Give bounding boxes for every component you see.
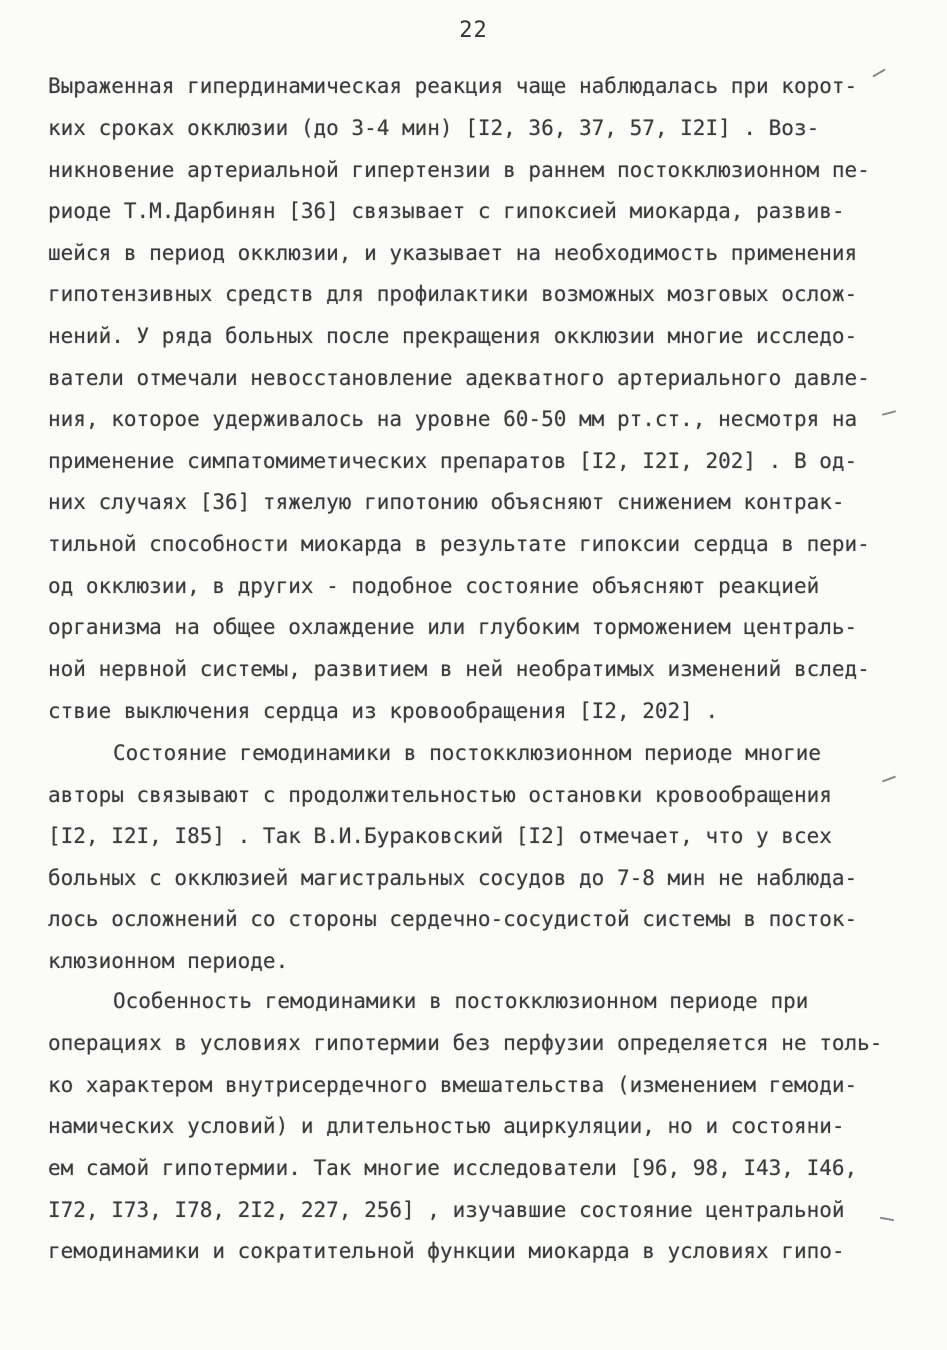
text-line: ко характером внутрисердечного вмешательства (изменением гемоди- — [48, 1073, 858, 1097]
text-line: ния, которое удерживалось на уровне 60-50 мм рт.ст., несмотря на — [48, 407, 858, 431]
text-line: нений. У ряда больных после прекращения окклюзии многие исследо- — [48, 324, 858, 348]
text-line: лось осложнений со стороны сердечно-сосудистой системы в посток- — [48, 907, 858, 931]
text-line: Выраженная гипердинамическая реакция чаще наблюдалась при корот- — [48, 74, 858, 98]
text-line: гипотензивных средств для профилактики возможных мозговых ослож- — [48, 282, 858, 306]
text-line: применение симпатомиметических препаратов [I2, I2I, 202] . В од- — [48, 449, 858, 473]
text-line: [I2, I2I, I85] . Так В.И.Бураковский [I2] отмечает, что у всех — [48, 824, 832, 848]
text-line: I72, I73, I78, 2I2, 227, 256] , изучавшие состояние центральной — [48, 1198, 845, 1222]
text-line: больных с окклюзией магистральных сосудов до 7-8 мин не наблюда- — [48, 866, 858, 890]
text-line: ствие выключения сердца из кровообращения [I2, 202] . — [48, 699, 719, 723]
text-line: авторы связывают с продолжительностью остановки кровообращения — [48, 783, 832, 807]
text-line: никновение артериальной гипертензии в раннем постокклюзионном пе- — [48, 158, 870, 182]
text-line: организма на общее охлаждение или глубоким торможением централь- — [48, 615, 858, 639]
text-line: шейся в период окклюзии, и указывает на необходимость применения — [48, 241, 858, 265]
text-line: Состояние гемодинамики в постокклюзионном периоде многие — [113, 741, 822, 765]
text-line: ватели отмечали невосстановление адекватного артериального давле- — [48, 366, 870, 390]
text-line: тильной способности миокарда в результате гипоксии сердца в пери- — [48, 532, 870, 556]
text-line: операциях в условиях гипотермии без перфузии определяется не толь- — [48, 1031, 883, 1055]
text-line: од окклюзии, в других - подобное состояние объясняют реакцией — [48, 574, 820, 598]
page-number: 22 — [459, 18, 488, 43]
text-line: ем самой гипотермии. Так многие исследователи [96, 98, I43, I46, — [48, 1156, 858, 1180]
text-line: ной нервной системы, развитием в ней необратимых изменений вслед- — [48, 657, 870, 681]
text-line: них случаях [36] тяжелую гипотонию объясняют снижением контрак- — [48, 490, 845, 514]
text-line: гемодинамики и сократительной функции миокарда в условиях гипо- — [48, 1239, 845, 1263]
text-line: клюзионном периоде. — [48, 949, 289, 973]
text-line: ких сроках окклюзии (до 3-4 мин) [I2, 36, 37, 57, I2I] . Воз- — [48, 116, 820, 140]
text-line: намических условий) и длительностью ациркуляции, но и состояни- — [48, 1114, 845, 1138]
text-line: Особенность гемодинамики в постокклюзионном периоде при — [113, 989, 809, 1013]
text-line: риоде Т.М.Дарбинян [36] связывает с гипоксией миокарда, развив- — [48, 199, 845, 223]
